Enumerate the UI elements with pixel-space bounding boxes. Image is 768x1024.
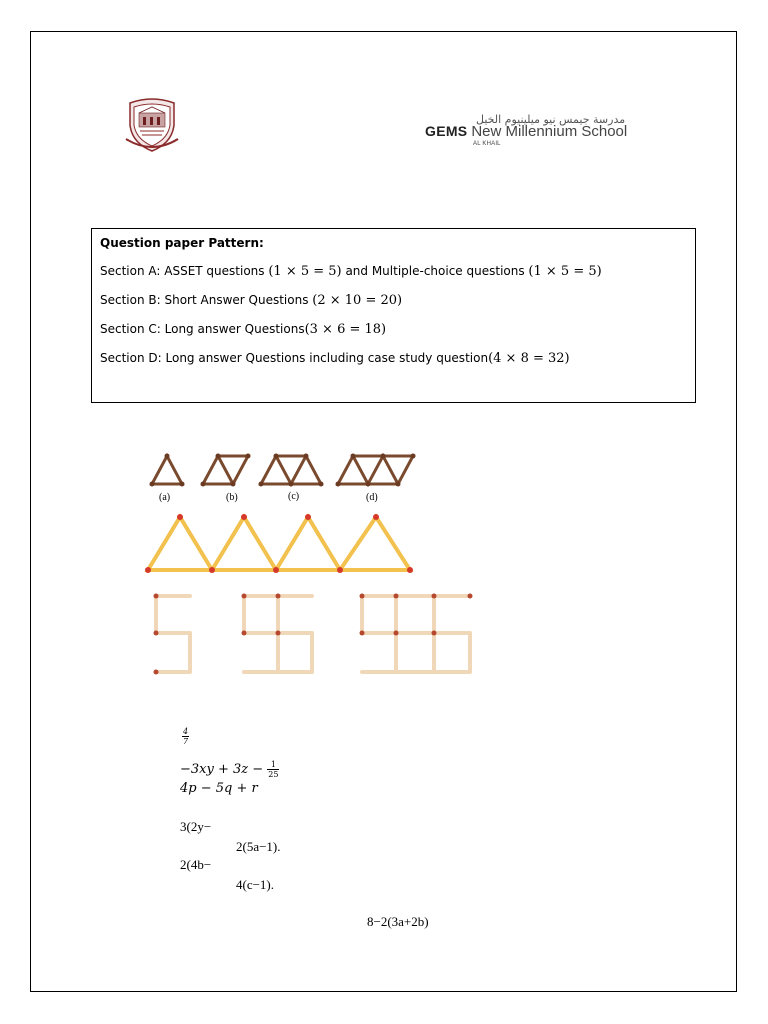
section-b-marks: (2 × 10 = 20) <box>312 293 403 308</box>
figure-label-d: (d) <box>366 492 378 503</box>
frac1-numerator: 4 <box>183 727 189 736</box>
expression-4: 3(2y− <box>180 819 212 834</box>
expression-2-text: −3xy + 3z − <box>180 762 268 777</box>
section-a-text: Section A: ASSET questions <box>100 264 269 278</box>
school-name <box>425 123 627 140</box>
expression-8: 8−2(3a+2b) <box>367 914 429 929</box>
matchstick-square-patterns <box>156 596 470 672</box>
section-d-marks: (4 × 8 = 32) <box>488 351 570 366</box>
section-d-line <box>100 351 570 366</box>
section-a-mid: and Multiple-choice questions <box>341 264 529 278</box>
section-b-line <box>100 293 402 308</box>
section-a-marks-2: (1 × 5 = 5) <box>528 264 602 279</box>
school-crest-logo <box>124 95 180 153</box>
school-name-bold: GEMS <box>425 123 468 139</box>
figure-label-b: (b) <box>226 492 238 503</box>
triangle-pattern-row <box>152 456 413 484</box>
frac1-denominator: 7 <box>183 737 189 746</box>
section-c-text: Section C: Long answer Questions <box>100 322 305 336</box>
yellow-matchstick-triangles <box>148 517 410 570</box>
section-a-marks-1: (1 × 5 = 5) <box>268 264 342 279</box>
expression-2 <box>180 760 279 779</box>
figure-label-c: (c) <box>288 491 300 502</box>
school-name-rest: New Millennium School <box>471 123 628 140</box>
school-name-arabic: مدرسة جيمس نيو ميلينيوم الخيل <box>476 113 626 126</box>
figure-label-a: (a) <box>159 492 171 503</box>
matchstick-figures <box>140 440 500 690</box>
expression-5: 2(5a−1). <box>236 839 281 854</box>
expression-3: 4p − 5q + r <box>180 781 258 796</box>
expression-fraction-4-7 <box>182 727 189 746</box>
pattern-title: Question paper Pattern: <box>100 236 264 250</box>
section-b-text: Section B: Short Answer Questions <box>100 293 313 307</box>
question-pattern-box <box>91 228 696 403</box>
expression-6: 2(4b− <box>180 857 212 872</box>
expression-7: 4(c−1). <box>236 877 275 892</box>
section-a-line <box>100 264 602 279</box>
frac2-numerator: 1 <box>267 760 279 770</box>
frac2-denominator: 25 <box>268 770 279 779</box>
section-c-marks: (3 × 6 = 18) <box>304 322 387 337</box>
section-d-text: Section D: Long answer Questions including case study question <box>100 351 489 365</box>
school-location: AL KHAIL <box>473 141 501 147</box>
section-c-line <box>100 322 386 337</box>
